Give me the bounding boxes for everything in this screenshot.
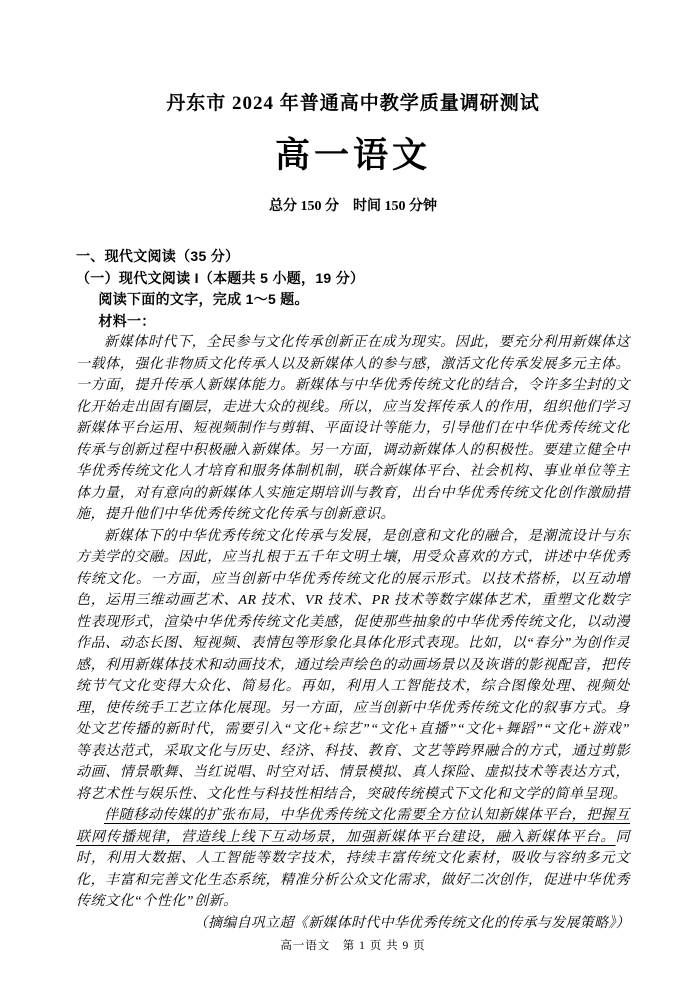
reading-instruction: 阅读下面的文字，完成 1～5 题。 bbox=[98, 291, 309, 307]
material-paragraph-3 bbox=[76, 805, 630, 913]
material-paragraph-2: 新媒体下的中华优秀传统文化传承与发展，是创意和文化的融合，是潮流设计与东方美学的交融。因此，应当扎根于五千年文明土壤，用受众喜欢的方式，讲述中华优秀传统文化。一方面，应当创新中华优秀传统文化的展示形式。以技术搭桥，以互动增色，运用三维动画艺术、AR 技术、VR 技术、PR 技术等数字媒体艺术，重塑文化数字性表现形式，渲染中华优秀传统文化美感，促使那些抽象的中华优秀传统文化，以动漫作品、动态长图、短视频、表情包等形象化具体化形式表现。比如，以“春分”为创作灵感，利用新媒体技术和动画技术，通过绘声绘色的动画场景以及诙谐的影视配音，把传统节气文化变得大众化、简易化。再如，利用人工智能技术，综合图像处理、视频处理，使传统手工艺立体化展现。另一方面，应当创新中华优秀传统文化的叙事方式。身处文艺传播的新时代，需要引入“文化+综艺”“文化+直播”“文化+舞蹈”“文化+游戏”等表达范式，采取文化与历史、经济、科技、教育、文艺等跨界融合的方式，通过剪影动画、情景歌舞、当红说唱、时空对话、情景模拟、真人探险、虚拟技术等表达方式，将艺术性与娱乐性、文化性与科技性相结合，突破传统模式下文化和文学的简单呈现。 bbox=[76, 528, 630, 802]
underlined-passage: 伴随移动传媒的扩张布局，中华优秀传统文化需要全方位认知新媒体平台，把握互联网传播规律，营造线上线下互动场景，加强新媒体平台建设，融入新媒体平台。 bbox=[76, 808, 630, 845]
page-footer-area bbox=[76, 937, 630, 953]
subsection-heading: （一）现代文阅读 I（本题共 5 小题，19 分） bbox=[76, 269, 365, 286]
exam-content bbox=[76, 246, 630, 934]
exam-title: 丹东市 2024 年普通高中教学质量调研测试 bbox=[166, 93, 540, 114]
exam-meta: 总分 150 分 时间 150 分钟 bbox=[269, 199, 437, 214]
paragraph-3-continuation: 同时，利用大数据、人工智能等数字技术，持续丰富传统文化素材，吸收与容纳多元文化，丰富和完善文化生态系统，精准分析公众文化需求，做好二次创作，促进中华优秀传统文化“个性化”创新。 bbox=[76, 829, 630, 909]
source-attribution: （摘编自巩立超《新媒体时代中华优秀传统文化的传承与发展策略》） bbox=[193, 915, 630, 931]
material-paragraph-1: 新媒体时代下，全民参与文化传承创新正在成为现实。因此，要充分利用新媒体这一载体，强化非物质文化传承人以及新媒体人的参与感，激活文化传承发展多元主体。一方面，提升传承人新媒体能力。新媒体与中华优秀传统文化的结合，令许多尘封的文化开始走出固有圈层，走进大众的视线。所以，应当发挥传承人的作用，组织他们学习新媒体平台运用、短视频制作与剪辑、平面设计等能力，引导他们在中华优秀传统文化传承与创新过程中积极融入新媒体。另一方面，调动新媒体人的积极性。要建立健全中华优秀传统文化人才培育和服务体制机制，联合新媒体平台、社会机构、事业单位等主体力量，对有意向的新媒体人实施定期培训与教育，出台中华优秀传统文化创作激励措施，提升他们中华优秀传统文化传承与创新意识。 bbox=[76, 335, 630, 522]
exam-subject: 高一语文 bbox=[274, 136, 431, 175]
material-label: 材料一： bbox=[98, 312, 156, 329]
section-heading: 一、现代文阅读（35 分） bbox=[76, 248, 240, 264]
exam-header bbox=[76, 88, 630, 215]
page-number: 高一语文 第 1 页 共 9 页 bbox=[280, 940, 426, 952]
